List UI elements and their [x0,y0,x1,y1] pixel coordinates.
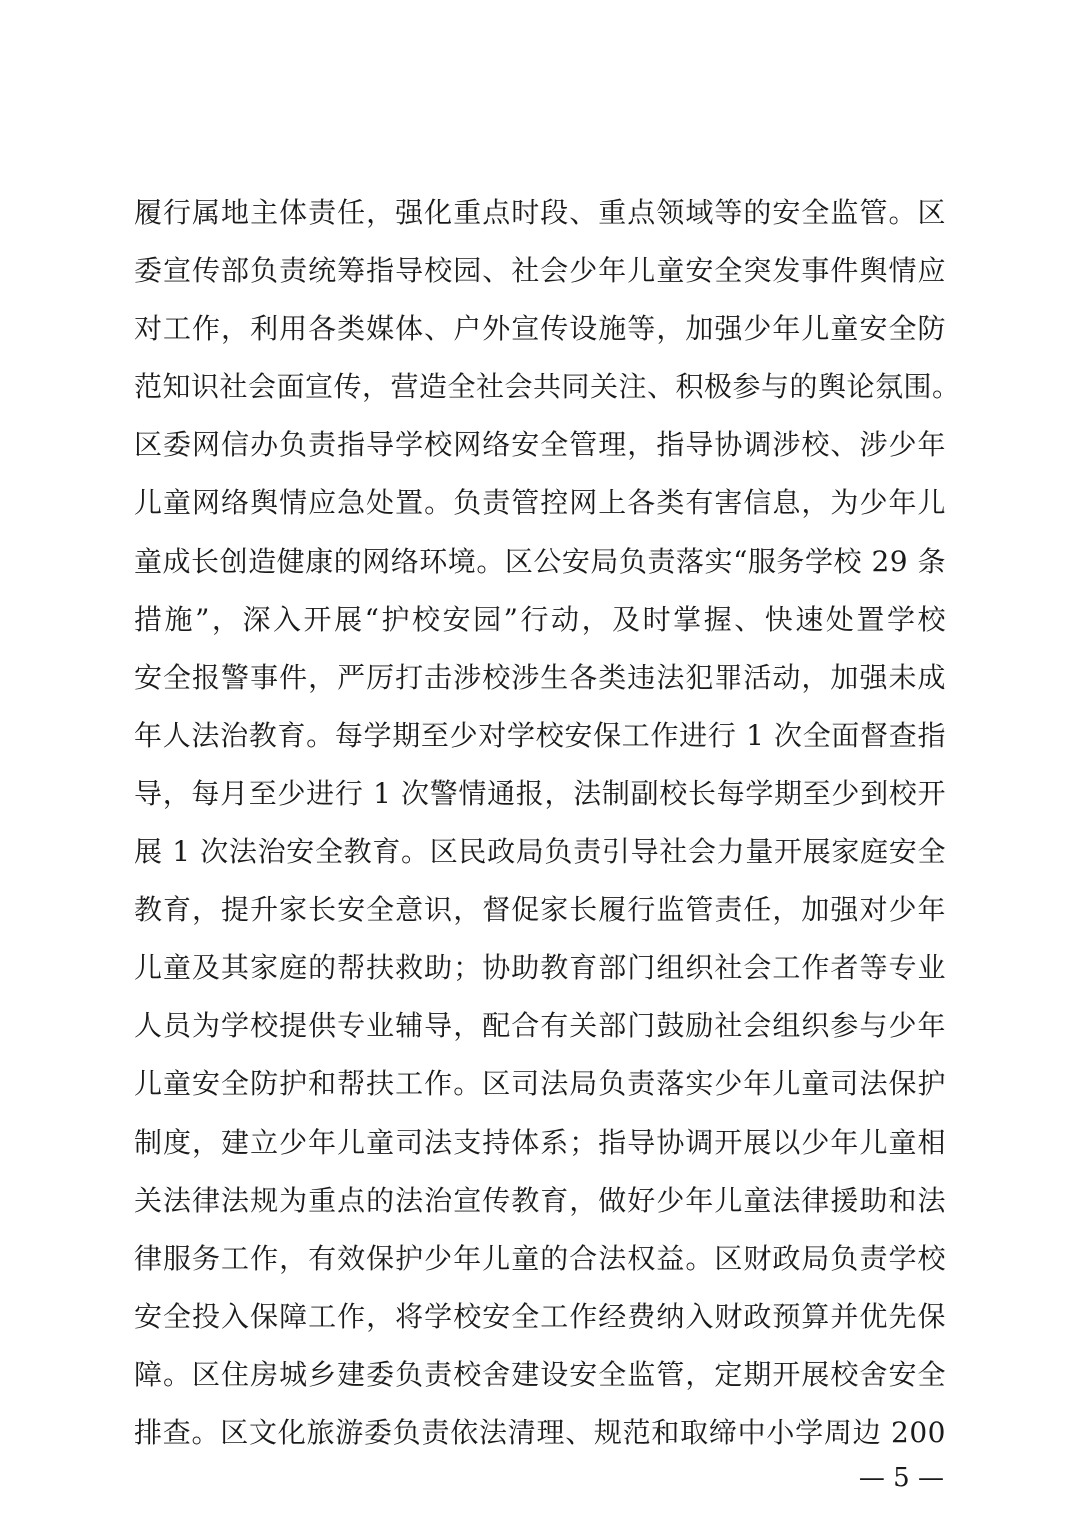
text-line: 儿童网络舆情应急处置。负责管控网上各类有害信息，为少年儿 [134,486,946,520]
text-line: 对工作，利用各类媒体、户外宣传设施等，加强少年儿童安全防 [134,312,946,346]
text-line: 儿童及其家庭的帮扶救助；协助教育部门组织社会工作者等专业 [134,951,946,985]
page-number: — 5 — [858,1463,944,1493]
text-line: 童成长创造健康的网络环境。区公安局负责落实“服务学校 29 条 [134,544,946,578]
text-line: 排查。区文化旅游委负责依法清理、规范和取缔中小学周边 200 [134,1415,946,1449]
text-line: 制度，建立少年儿童司法支持体系；指导协调开展以少年儿童相 [134,1125,946,1159]
text-line: 委宣传部负责统筹指导校园、社会少年儿童安全突发事件舆情应 [134,254,946,288]
text-line: 人员为学校提供专业辅导，配合有关部门鼓励社会组织参与少年 [134,1009,946,1043]
text-line: 教育，提升家长安全意识，督促家长履行监管责任，加强对少年 [134,893,946,927]
text-line: 障。区住房城乡建委负责校舍建设安全监管，定期开展校舍安全 [134,1357,946,1391]
text-line: 履行属地主体责任，强化重点时段、重点领域等的安全监管。区 [134,196,946,229]
text-line: 儿童安全防护和帮扶工作。区司法局负责落实少年儿童司法保护 [134,1067,946,1101]
text-line: 安全报警事件，严厉打击涉校涉生各类违法犯罪活动，加强未成 [134,660,946,694]
text-line: 措施”，深入开展“护校安园”行动，及时掌握、快速处置学校 [134,602,946,636]
text-line: 关法律法规为重点的法治宣传教育，做好少年儿童法律援助和法 [134,1183,946,1217]
text-line: 律服务工作，有效保护少年儿童的合法权益。区财政局负责学校 [134,1241,946,1275]
text-line: 范知识社会面宣传，营造全社会共同关注、积极参与的舆论氛围。 [134,370,961,404]
text-line: 导，每月至少进行 1 次警情通报，法制副校长每学期至少到校开 [134,776,946,810]
text-line: 展 1 次法治安全教育。区民政局负责引导社会力量开展家庭安全 [134,835,946,869]
text-line: 安全投入保障工作，将学校安全工作经费纳入财政预算并优先保 [134,1299,946,1333]
body-paragraph [134,184,961,1462]
text-line: 区委网信办负责指导学校网络安全管理，指导协调涉校、涉少年 [134,428,946,462]
text-line: 年人法治教育。每学期至少对学校安保工作进行 1 次全面督查指 [134,718,946,752]
